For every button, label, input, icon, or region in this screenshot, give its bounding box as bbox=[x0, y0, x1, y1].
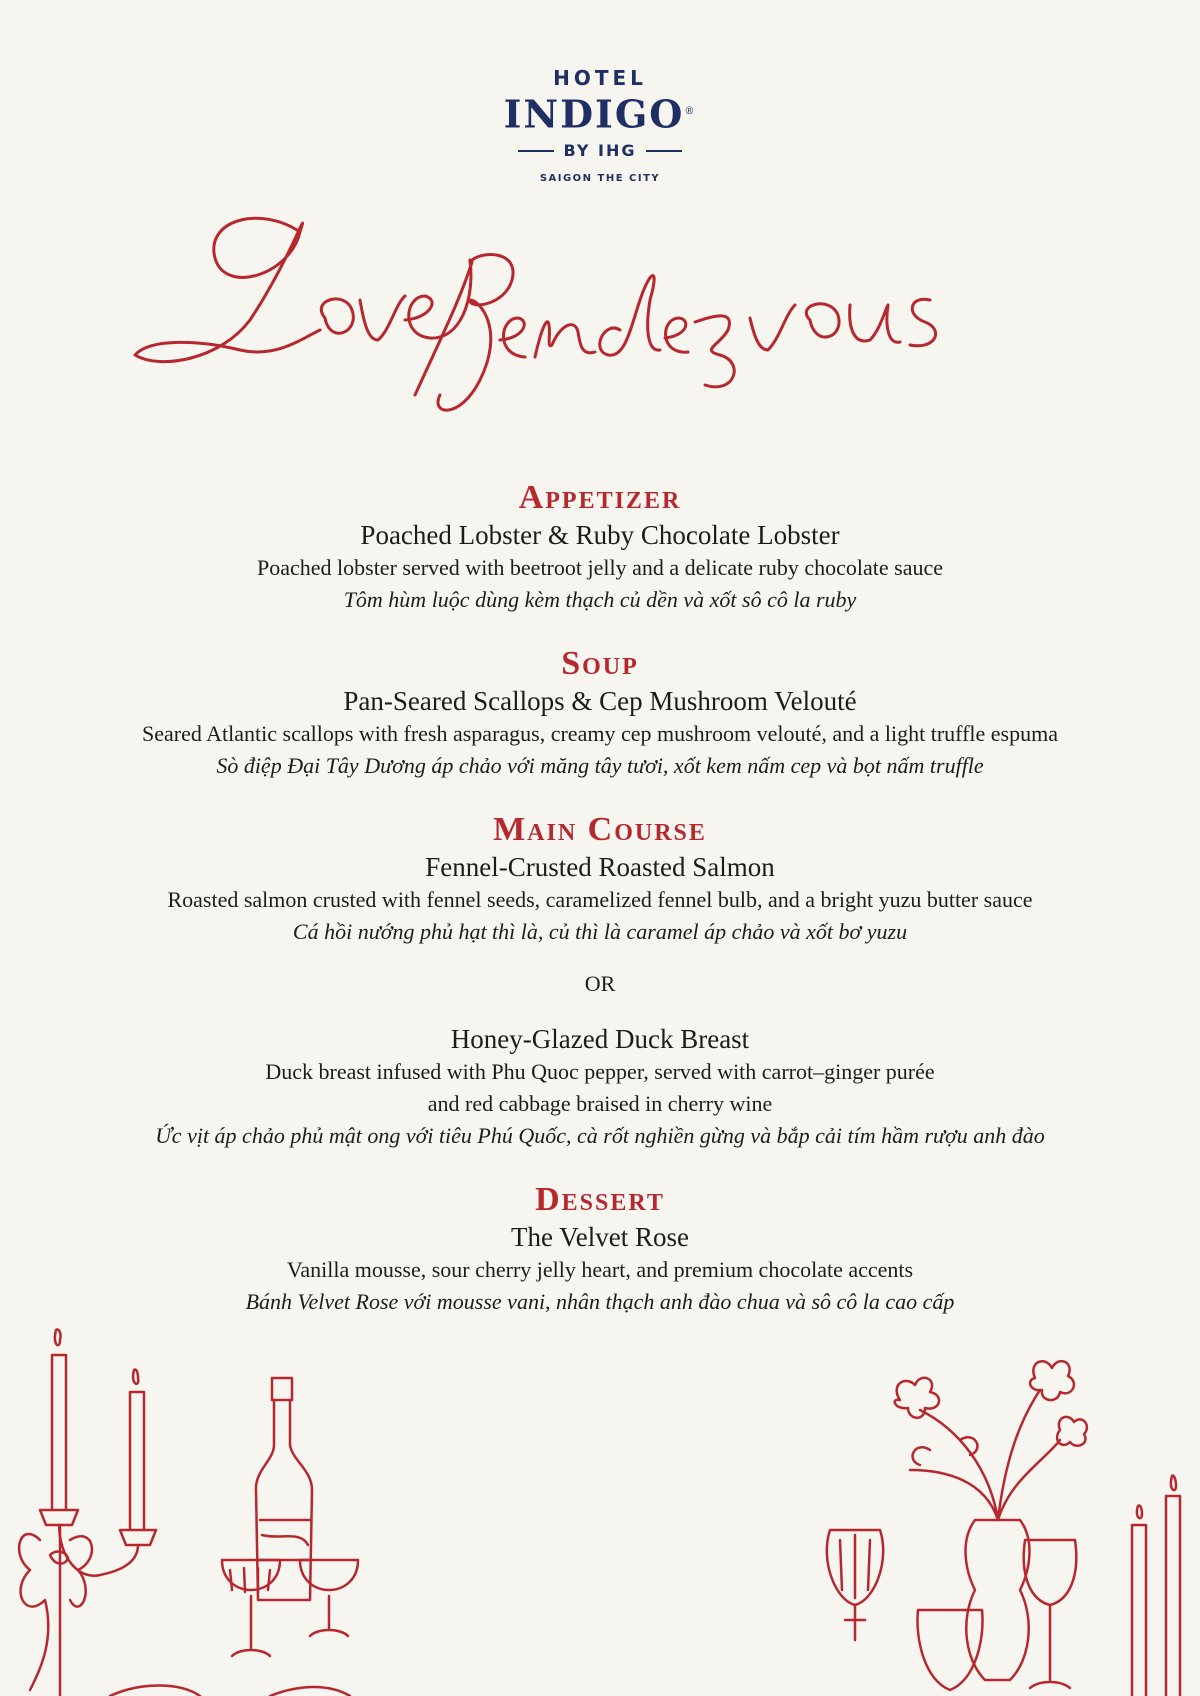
plate-edge-right bbox=[270, 1687, 350, 1696]
main-course-heading: Main Course bbox=[493, 811, 707, 848]
dessert-description: Vanilla mousse, sour cherry jelly heart, and premium chocolate accents bbox=[286, 1257, 914, 1282]
logo-by-text: BY IHG bbox=[563, 140, 637, 160]
soup-vietnamese: Sò điệp Đại Tây Dương áp chảo với măng tây tươi, xốt kem nấm cep và bọt nấm truffle bbox=[216, 753, 984, 778]
duck-description-line1: Duck breast infused with Phu Quoc pepper, served with carrot–ginger purée bbox=[265, 1059, 935, 1084]
salmon-dish-name: Fennel-Crusted Roasted Salmon bbox=[425, 852, 775, 882]
soup-heading: Soup bbox=[561, 645, 639, 682]
logo-location-text: SAIGON THE CITY bbox=[539, 172, 661, 184]
dessert-heading: Dessert bbox=[535, 1181, 665, 1218]
soup-description: Seared Atlantic scallops with fresh asparagus, creamy cep mushroom velouté, and a light truffle espuma bbox=[142, 721, 1058, 746]
or-separator: OR bbox=[584, 971, 616, 996]
trademark-symbol: ® bbox=[684, 106, 697, 117]
salmon-vietnamese: Cá hồi nướng phủ hạt thì là, củ thì là caramel áp chảo và xốt bơ yuzu bbox=[292, 919, 908, 944]
goblet-icon bbox=[827, 1530, 983, 1690]
soup-dish-name: Pan-Seared Scallops & Cep Mushroom Velouté bbox=[343, 686, 857, 716]
salmon-description: Roasted salmon crusted with fennel seeds, caramelized fennel bulb, and a bright yuzu butter sauce bbox=[167, 887, 1033, 912]
flower-vase-icon bbox=[895, 1361, 1087, 1680]
appetizer-dish-name: Poached Lobster & Ruby Chocolate Lobster bbox=[360, 520, 840, 550]
candelabra-icon bbox=[19, 1329, 156, 1696]
appetizer-description: Poached lobster served with beetroot jelly and a delicate ruby chocolate sauce bbox=[256, 555, 943, 580]
wine-bottle-icon bbox=[256, 1378, 312, 1600]
duck-vietnamese: Ức vịt áp chảo phủ mật ong với tiêu Phú Quốc, cà rốt nghiền gừng và bắp cải tím hầm rượu anh đào bbox=[155, 1123, 1045, 1148]
logo-indigo-text: INDIGO bbox=[503, 91, 685, 137]
appetizer-vietnamese: Tôm hùm luộc dùng kèm thạch củ dền và xốt sô cô la ruby bbox=[343, 587, 857, 612]
appetizer-heading: Appetizer bbox=[518, 479, 682, 516]
duck-dish-name: Honey-Glazed Duck Breast bbox=[450, 1024, 750, 1054]
tall-candles-icon bbox=[1132, 1476, 1180, 1696]
duck-description-line2: and red cabbage braised in cherry wine bbox=[427, 1091, 773, 1116]
logo-hotel-text: HOTEL bbox=[553, 66, 647, 90]
wine-glass-icon bbox=[1024, 1540, 1077, 1688]
plate-edge-left bbox=[110, 1686, 200, 1696]
coupe-glass-icon bbox=[222, 1560, 358, 1656]
dessert-dish-name: The Velvet Rose bbox=[511, 1222, 689, 1252]
dessert-vietnamese: Bánh Velvet Rose với mousse vani, nhân thạch anh đào chua và sô cô la cao cấp bbox=[245, 1289, 955, 1314]
